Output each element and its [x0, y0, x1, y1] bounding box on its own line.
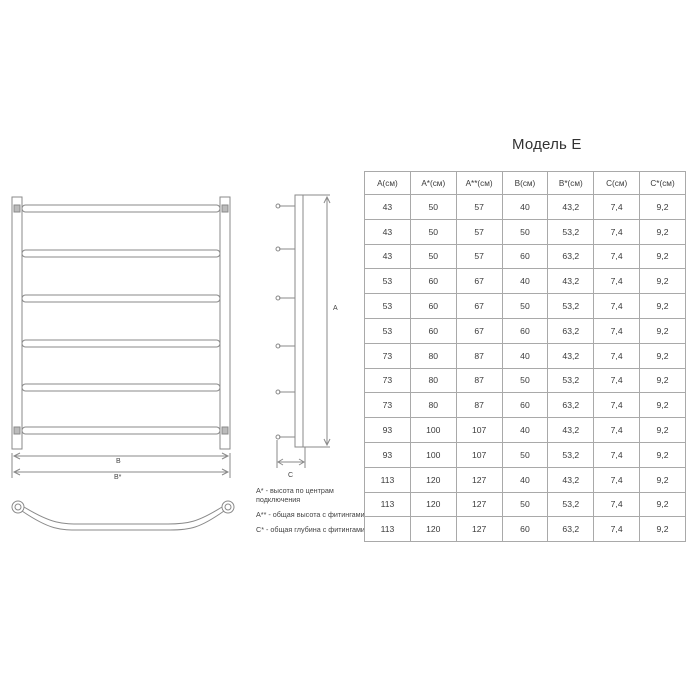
table-cell: 60	[502, 244, 548, 269]
dimension-a-label: A	[333, 305, 338, 312]
table-row	[365, 343, 686, 368]
table-cell: 43,2	[548, 195, 594, 220]
table-cell: 57	[456, 195, 502, 220]
table-cell: 100	[410, 418, 456, 443]
table-cell: 53	[365, 318, 411, 343]
table-cell: 107	[456, 442, 502, 467]
crossbar	[22, 427, 220, 434]
table-cell: 107	[456, 418, 502, 443]
table-cell: 57	[456, 244, 502, 269]
note-a-double-star: A** - общая высота с фитингами	[256, 510, 365, 519]
model-title: Модель Е	[512, 136, 582, 153]
table-row	[365, 368, 686, 393]
side-rail	[295, 195, 303, 447]
table-cell: 9,2	[640, 393, 686, 418]
table-cell: 9,2	[640, 368, 686, 393]
table-cell: 67	[456, 269, 502, 294]
table-cell: 113	[365, 517, 411, 542]
table-cell: 50	[502, 492, 548, 517]
table-cell: 43	[365, 195, 411, 220]
table-row	[365, 517, 686, 542]
left-rail	[12, 197, 22, 449]
table-row	[365, 393, 686, 418]
table-cell: 9,2	[640, 244, 686, 269]
table-cell: 9,2	[640, 269, 686, 294]
table-cell: 7,4	[594, 467, 640, 492]
table-cell: 50	[502, 219, 548, 244]
table-cell: 67	[456, 294, 502, 319]
top-view-drawing	[12, 501, 234, 530]
table-cell: 7,4	[594, 343, 640, 368]
table-cell: 50	[502, 442, 548, 467]
table-cell: 43,2	[548, 467, 594, 492]
table-cell: 80	[410, 343, 456, 368]
table-cell: 9,2	[640, 492, 686, 517]
table-cell: 50	[410, 244, 456, 269]
table-cell: 7,4	[594, 492, 640, 517]
table-cell: 87	[456, 343, 502, 368]
table-cell: 127	[456, 492, 502, 517]
table-row	[365, 467, 686, 492]
table-cell: 67	[456, 318, 502, 343]
column-header: A*(см)	[410, 172, 456, 195]
table-cell: 43	[365, 244, 411, 269]
table-cell: 60	[502, 517, 548, 542]
table-row	[365, 269, 686, 294]
front-view-drawing	[12, 197, 230, 478]
table-cell: 113	[365, 492, 411, 517]
table-cell: 53	[365, 294, 411, 319]
column-header: C*(см)	[640, 172, 686, 195]
table-cell: 53	[365, 269, 411, 294]
table-cell: 87	[456, 393, 502, 418]
dimensions-table	[364, 171, 686, 542]
table-row	[365, 294, 686, 319]
table-cell: 93	[365, 418, 411, 443]
column-header: C(см)	[594, 172, 640, 195]
table-cell: 50	[410, 219, 456, 244]
table-cell: 7,4	[594, 244, 640, 269]
table-cell: 63,2	[548, 244, 594, 269]
table-cell: 50	[502, 294, 548, 319]
table-cell: 73	[365, 393, 411, 418]
dimension-c-label: C	[288, 472, 294, 479]
column-header: A(см)	[365, 172, 411, 195]
table-cell: 7,4	[594, 219, 640, 244]
column-header: B*(см)	[548, 172, 594, 195]
table-cell: 7,4	[594, 195, 640, 220]
table-cell: 9,2	[640, 195, 686, 220]
table-cell: 120	[410, 517, 456, 542]
dimension-b-star-label: B*	[114, 474, 122, 481]
table-row	[365, 195, 686, 220]
table-cell: 7,4	[594, 442, 640, 467]
dimension-notes	[256, 486, 366, 540]
table-cell: 9,2	[640, 442, 686, 467]
table-cell: 9,2	[640, 467, 686, 492]
table-row	[365, 244, 686, 269]
crossbar	[22, 250, 220, 257]
table-cell: 7,4	[594, 318, 640, 343]
crossbar	[22, 384, 220, 391]
column-header: B(см)	[502, 172, 548, 195]
table-cell: 60	[410, 269, 456, 294]
table-cell: 80	[410, 368, 456, 393]
table-cell: 60	[502, 318, 548, 343]
table-row	[365, 492, 686, 517]
table-cell: 7,4	[594, 393, 640, 418]
table-cell: 43,2	[548, 269, 594, 294]
table-cell: 50	[502, 368, 548, 393]
table-cell: 127	[456, 467, 502, 492]
table-cell: 43,2	[548, 343, 594, 368]
table-cell: 53,2	[548, 368, 594, 393]
table-cell: 53,2	[548, 219, 594, 244]
table-cell: 9,2	[640, 343, 686, 368]
side-view-drawing	[276, 195, 330, 468]
table-cell: 120	[410, 492, 456, 517]
table-cell: 60	[410, 294, 456, 319]
table-cell: 73	[365, 368, 411, 393]
table-cell: 60	[502, 393, 548, 418]
right-rail	[220, 197, 230, 449]
table-cell: 63,2	[548, 517, 594, 542]
table-cell: 120	[410, 467, 456, 492]
crossbar	[22, 205, 220, 212]
table-cell: 7,4	[594, 418, 640, 443]
table-cell: 43,2	[548, 418, 594, 443]
table-body	[365, 195, 686, 542]
crossbar	[22, 340, 220, 347]
table-cell: 7,4	[594, 269, 640, 294]
table-cell: 80	[410, 393, 456, 418]
note-a-star: A* - высота по центрам подключения	[256, 486, 334, 504]
table-cell: 9,2	[640, 294, 686, 319]
dimension-b-label: B	[116, 458, 121, 465]
table-cell: 9,2	[640, 318, 686, 343]
table-cell: 9,2	[640, 517, 686, 542]
table-cell: 40	[502, 195, 548, 220]
table-cell: 53,2	[548, 294, 594, 319]
table-cell: 73	[365, 343, 411, 368]
table-row	[365, 219, 686, 244]
note-c-star: C* - общая глубина с фитингами	[256, 525, 365, 534]
table-cell: 9,2	[640, 418, 686, 443]
column-header: A**(см)	[456, 172, 502, 195]
table-cell: 40	[502, 343, 548, 368]
table-row	[365, 418, 686, 443]
table-cell: 53,2	[548, 442, 594, 467]
table-header-row	[365, 172, 686, 195]
table-cell: 93	[365, 442, 411, 467]
table-cell: 43	[365, 219, 411, 244]
table-cell: 40	[502, 467, 548, 492]
table-cell: 127	[456, 517, 502, 542]
table-cell: 60	[410, 318, 456, 343]
table-cell: 40	[502, 418, 548, 443]
table-cell: 113	[365, 467, 411, 492]
table-row	[365, 318, 686, 343]
table-cell: 100	[410, 442, 456, 467]
table-cell: 53,2	[548, 492, 594, 517]
table-cell: 63,2	[548, 393, 594, 418]
table-cell: 57	[456, 219, 502, 244]
table-cell: 40	[502, 269, 548, 294]
table-cell: 50	[410, 195, 456, 220]
table-cell: 7,4	[594, 294, 640, 319]
table-cell: 9,2	[640, 219, 686, 244]
table-cell: 7,4	[594, 368, 640, 393]
table-cell: 63,2	[548, 318, 594, 343]
table-cell: 87	[456, 368, 502, 393]
table-row	[365, 442, 686, 467]
crossbar	[22, 295, 220, 302]
table-cell: 7,4	[594, 517, 640, 542]
